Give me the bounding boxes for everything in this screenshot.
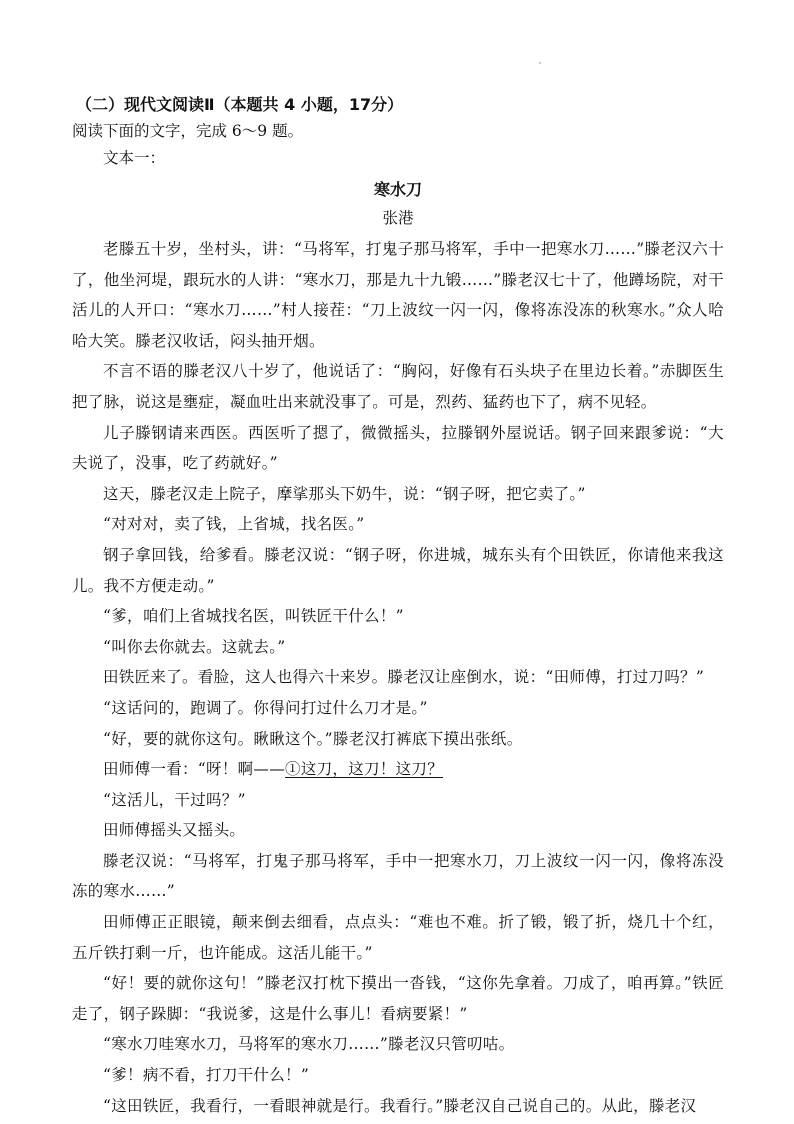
section-heading: （二）现代文阅读Ⅱ（本题共 4 小题，17分） xyxy=(76,95,404,114)
paragraph: 不言不语的滕老汉八十岁了，他说话了：“胸闷，好像有石头块子在里边长着。”赤脚医生把了脉，说这是壅症，凝血吐出来就没事了。可是，烈药、猛药也下了，病不见轻。 xyxy=(72,362,724,411)
paragraph: “这田铁匠，我看行，一看眼神就是行。我看行。”滕老汉自己说自己的。从此，滕老汉 xyxy=(103,1096,697,1115)
dialogue-paragraph xyxy=(72,754,724,785)
story-body xyxy=(72,234,724,1121)
scan-speck xyxy=(539,62,541,64)
paragraph: “叫你去你就去。这就去。” xyxy=(103,637,286,656)
paragraph: 儿子滕钢请来西医。西医听了摁了，微微摇头，拉滕钢外屋说话。钢子回来跟爹说：“大夫说了，没事，吃了药就好。” xyxy=(72,423,724,473)
paragraph: 钢子拿回钱，给爹看。滕老汉说：“钢子呀，你进城，城东头有个田铁匠，你请他来我这儿。我不方便走动。” xyxy=(72,545,724,595)
paragraph: “爹，咱们上省城找名医，叫铁匠干什么！” xyxy=(103,607,404,626)
paragraph: 田师傅正正眼镜，颠来倒去细看，点点头：“难也不难。折了锻，锻了折，烧几十个红，五斤铁打剩一斤，也许能成。这活儿能干。” xyxy=(72,913,724,962)
paragraph: “这话问的，跑调了。你得问打过什么刀才是。” xyxy=(103,698,428,717)
paragraph: 田铁匠来了。看脸，这人也得六十来岁。滕老汉让座倒水，说：“田师傅，打过刀吗？” xyxy=(103,668,705,687)
dialogue-prefix: 田师傅一看：“呀！啊—— xyxy=(103,760,286,779)
underlined-sentence-1: ①这刀，这刀！这刀？ xyxy=(285,760,444,779)
paragraph: “这活儿，干过吗？” xyxy=(103,790,246,809)
paragraph: 这天，滕老汉走上院子，摩挲那头下奶牛，说：“钢子呀，把它卖了。” xyxy=(103,484,586,503)
reading-section xyxy=(72,92,724,1121)
paragraph: “爹！病不看，打刀干什么！” xyxy=(103,1066,310,1085)
paragraph: “寒水刀哇寒水刀，马将军的寒水刀……”滕老汉只管叨咕。 xyxy=(103,1035,515,1054)
paragraph: 田师傅摇头又摇头。 xyxy=(103,821,246,840)
paragraph: 滕老汉说：“马将军，打鬼子那马将军，手中一把寒水刀，刀上波纹一闪一闪，像将冻没冻的寒水……” xyxy=(72,851,724,901)
instruction-text: 阅读下面的文字，完成 6～9 题。 xyxy=(72,122,304,140)
paragraph: 老滕五十岁，坐村头，讲：“马将军，打鬼子那马将军，手中一把寒水刀……”滕老汉六十了，他坐河堤，跟玩水的人讲：“寒水刀，那是九十九锻……”滕老汉七十了，他蹲场院，对干活儿的人开口：“寒水刀……”村人接茬：“刀上波纹一闪一闪，像将冻没冻的秋寒水。”众人哈哈大笑。滕老汉收话，闷头抽开烟。 xyxy=(72,240,724,350)
paragraph: “好！要的就你这句！”滕老汉打枕下摸出一沓钱，“这你先拿着。刀成了，咱再算。”铁匠走了，钢子跺脚：“我说爹，这是什么事儿！看病要紧！” xyxy=(72,974,724,1023)
story-author: 张港 xyxy=(382,209,414,227)
paragraph: “好，要的就你这句。瞅瞅这个。”滕老汉打裤底下摸出张纸。 xyxy=(103,729,523,748)
paragraph: “对对对，卖了钱，上省城，找名医。” xyxy=(103,515,365,534)
story-title: 寒水刀 xyxy=(373,180,422,199)
text-label: 文本一： xyxy=(103,149,166,167)
